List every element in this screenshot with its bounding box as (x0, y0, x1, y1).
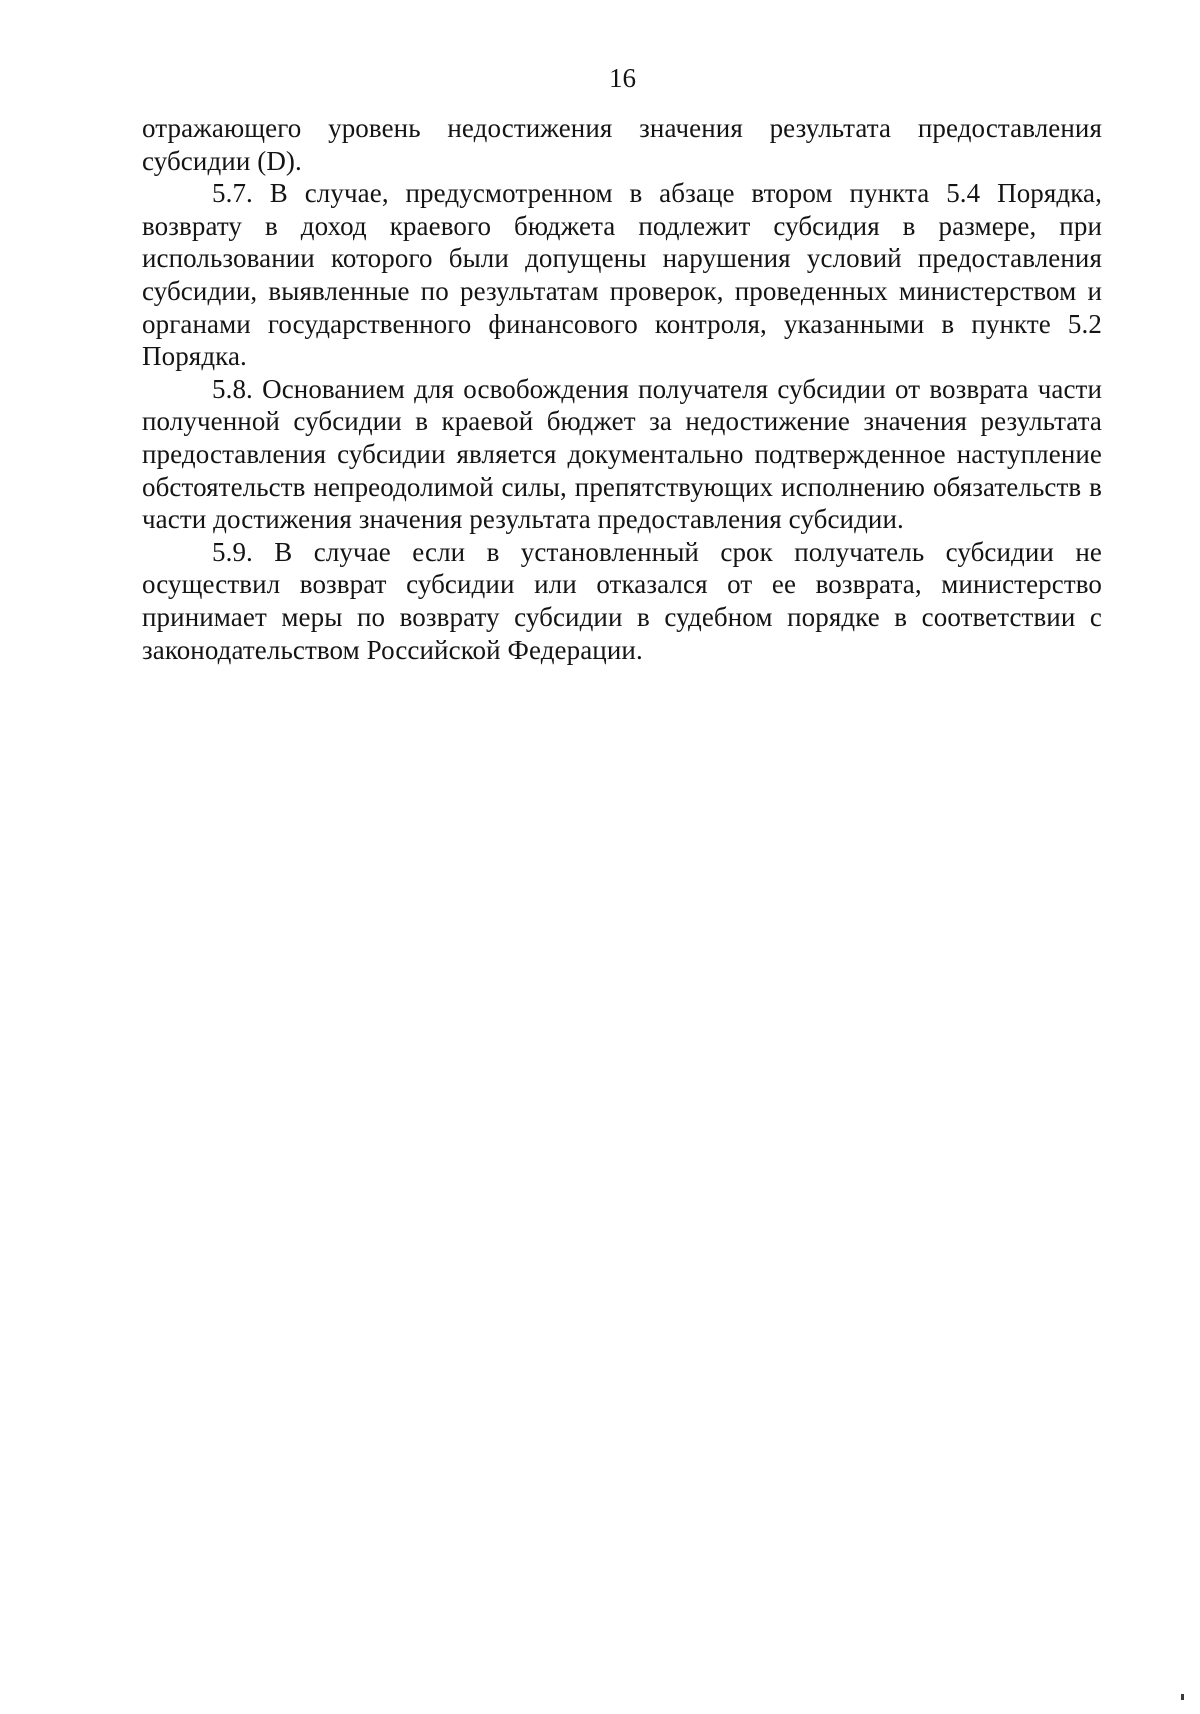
document-body (142, 112, 1102, 666)
paragraph-continuation: отражающего уровень недостижения значения результата предоставления субсидии (D). (142, 113, 1102, 176)
paragraph-5-7: 5.7. В случае, предусмотренном в абзаце втором пункта 5.4 Порядка, возврату в доход краевого бюджета подлежит субсидия в размере, при использовании которого были допущены нарушения условий предоставления субсидии, выявленные по результатам проверок, проведенных министерством и органами государственного финансового контроля, указанными в пункте 5.2 Порядка. (142, 178, 1102, 372)
scan-artifact-mark (1181, 1694, 1184, 1700)
page-number: 16 (609, 63, 636, 93)
paragraph-5-9: 5.9. В случае если в установленный срок получатель субсидии не осуществил возврат субсидии или отказался от ее возврата, министерство принимает меры по возврату субсидии в судебном порядке в соответствии с законодательством Российской Федерации. (142, 536, 1102, 665)
paragraph-5-8: 5.8. Основанием для освобождения получателя субсидии от возврата части полученной субсидии в краевой бюджет за недостижение значения результата предоставления субсидии является документально подтвержденное наступление обстоятельств непреодолимой силы, препятствующих исполнению обязательств в части достижения значения результата предоставления субсидии. (142, 373, 1102, 535)
